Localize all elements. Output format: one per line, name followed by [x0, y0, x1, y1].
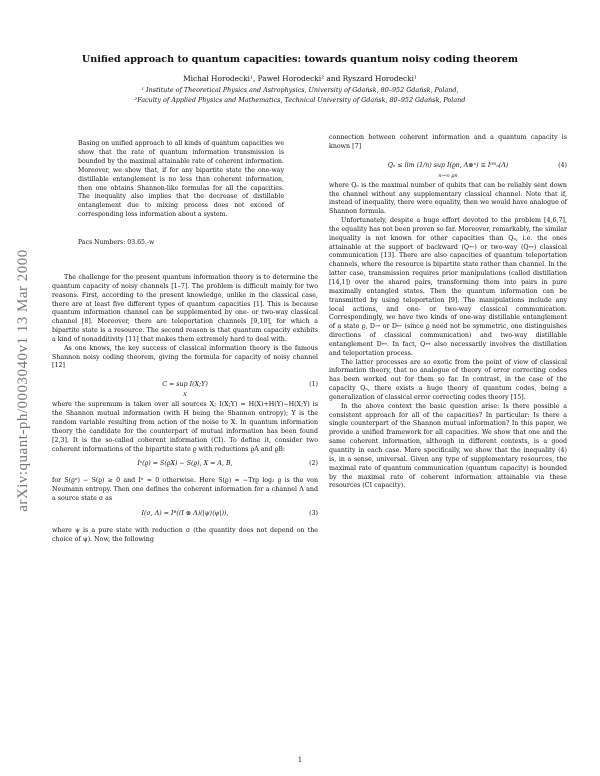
paragraph: As one knows, the key success of classical information theory is the famous Shannon noisy coding theorem, giving the formula for capacity of noisy channel [12]	[52, 344, 318, 370]
arxiv-id: arXiv:quant-ph/0003040v1 13 Mar 2000	[14, 248, 31, 512]
paragraph: where Qₒ is the maximal number of qubits that can be reliably sent down the channel without any supplementary classical channel. Note that if, instead of inequality, there were equality, then we would have analogue of Shannon formula.	[329, 181, 567, 216]
equation-1	[52, 373, 318, 399]
right-column	[329, 134, 567, 491]
equation-3	[52, 506, 318, 525]
authors: Michał Horodecki¹, Paweł Horodecki² and Ryszard Horodecki¹	[183, 74, 417, 83]
equation-body: Iˣ(ϱ) = S(ϱX) − S(ϱ), X = A, B,	[137, 460, 233, 468]
equation-number: (3)	[309, 509, 318, 517]
equation-body: C = sup I(X;Y)	[162, 381, 208, 389]
equation-subscript: X	[183, 392, 187, 399]
page-number: 1	[297, 756, 303, 764]
pacs-numbers: Pacs Numbers: 03.65.-w	[78, 239, 155, 246]
paragraph: The challenge for the present quantum information theory is to determine the quantum capacity of noisy channels [1–7]. The problem is difficult mainly for two reasons. First, according to the present knowledge, unlike in the classical case, there are at least five different types of quantum capacities [1]. This is because quantum information channel can be supplemented by one- or two-way classical channel [8]. Moreover, there are teleportation channels [9,10], for which a bipartite state is a resource. The second reason is that quantum capacity exhibits a kind of nonadditivity [11] that makes them extremely hard to deal with.	[52, 274, 318, 343]
equation-body: Qₒ ≤ lim (1/n) sup I(ϱn, Λ⊗ⁿ) ≡ I⁽ᴮ⁾ₒ(Λ)	[387, 161, 509, 169]
equation-2	[52, 456, 318, 475]
arxiv-sidebar-stamp	[10, 170, 36, 590]
equation-4	[329, 154, 567, 180]
paragraph: Unfortunately, despite a huge effort devoted to the problem [4,6,7], the equality has not been proven so far. Moreover, remarkably, the similar inequality is not known for other capacities than Qₒ, i.e. the ones attainable at the support of backward (Q←) or two-way (Q↔) classical communication [13]. There are also capacities of quantum teleportation channels, where the resource is bipartite state rather than channel. In the latter case, transmission requires prior manipulations (called distillation [14,1]) over the shared pairs, transforming them into pairs in pure maximally entangled states. Then the quantum information can be transmitted by using teleportation [9]. The manipulations include any local actions, and one- or two-way classical communication. Correspondingly, we have two kinds of one-way distillable entanglement of a state ϱ, D→ or D← (since ϱ need not be symmetric, one distinguishes directions of classical communication) and two-way distillable entanglement D↔. In fact, Q↔ also necessarily involves the distillation and teleportation process.	[329, 217, 567, 357]
abstract: Basing on unified approach to all kinds of quantum capacities we show that the rate of quantum information transmission is bounded by the maximal attainable rate of coherent information. Moreover, we show that, if for any bipartite state the one-way distillable entanglement is no less than coherent information, then one obtains Shannon-like formulas for all the capacities. The inequality also implies that the decrease of distillable entanglement due to mixing process does not exceed of corresponding loss information about a system.	[78, 140, 284, 219]
paper-title: Unified approach to quantum capacities: towards quantum noisy coding theorem	[81, 54, 519, 65]
equation-subscript: n→∞ ϱn	[438, 172, 458, 179]
paragraph: where ψ is a pure state with reduction σ (the quantity does not depend on the choice of ψ). Now, the following	[52, 526, 318, 543]
paragraph: The latter processes are so exotic from the point of view of classical information theory, that no analogue of theory of error correcting codes has been worked out for them so far. In contrast, in the case of the capacity Qₒ, there exists a huge theory of quantum codes, being a generalization of classical error correcting codes theory [15].	[329, 358, 567, 401]
paragraph: connection between coherent information and a quantum capacity is known [7]	[329, 134, 567, 150]
affiliation-1: ¹ Institute of Theoretical Physics and Astrophysics, University of Gdańsk, 80–952 Gdańsk, Poland,	[141, 86, 459, 94]
paragraph: where the supremum is taken over all sources X; I(X;Y) = H(X)+H(Y)−H(X;Y) is the Shannon mutual information (with H being the Shannon entropy); Y is the random variable resulting from action of the noise to X. In quantum information theory the candidate for the counterpart of mutual information has been found [2,3]. It is the so-called coherent information (CI). To define it, consider two coherent informations of the bipartite state ϱ with reductions ϱA and ϱB:	[52, 401, 318, 453]
paragraph: In the above context the basic question arise: Is there possible a consistent approach for all of the capacities? In particular: Is there a single counterpart of the Shannon mutual information? In this paper, we provide a unified framework for all capacities. We show that one and the same coherent information, although in different contexts, is a good quantity in each case. More specifically, we show that the inequality (4) is, in a sense, universal. Given any type of supplementary resources, the maximal rate of quantum communication (quantum capacity) is bounded by the maximal rate of coherent information attainable via these resources (CI capacity).	[329, 402, 567, 490]
equation-body: I(σ, Λ) = Iᴮ((I ⊗ Λ)(|ψ⟩⟨ψ|)),	[141, 509, 229, 517]
affiliation-2: ²Faculty of Applied Physics and Mathematics, Technical University of Gdańsk, 80–952 Gdańsk, Poland	[134, 96, 466, 104]
left-column	[52, 274, 318, 545]
paragraph: for S(ϱˣ) − S(ϱ) ≥ 0 and Iˣ = 0 otherwise. Here S(ϱ) = −Trϱ log₂ ϱ is the von Neumann entropy. Then one defines the coherent information for a channel Λ and a source state σ as	[52, 477, 318, 503]
equation-number: (1)	[309, 381, 318, 389]
equation-number: (4)	[558, 161, 567, 169]
equation-number: (2)	[309, 460, 318, 468]
